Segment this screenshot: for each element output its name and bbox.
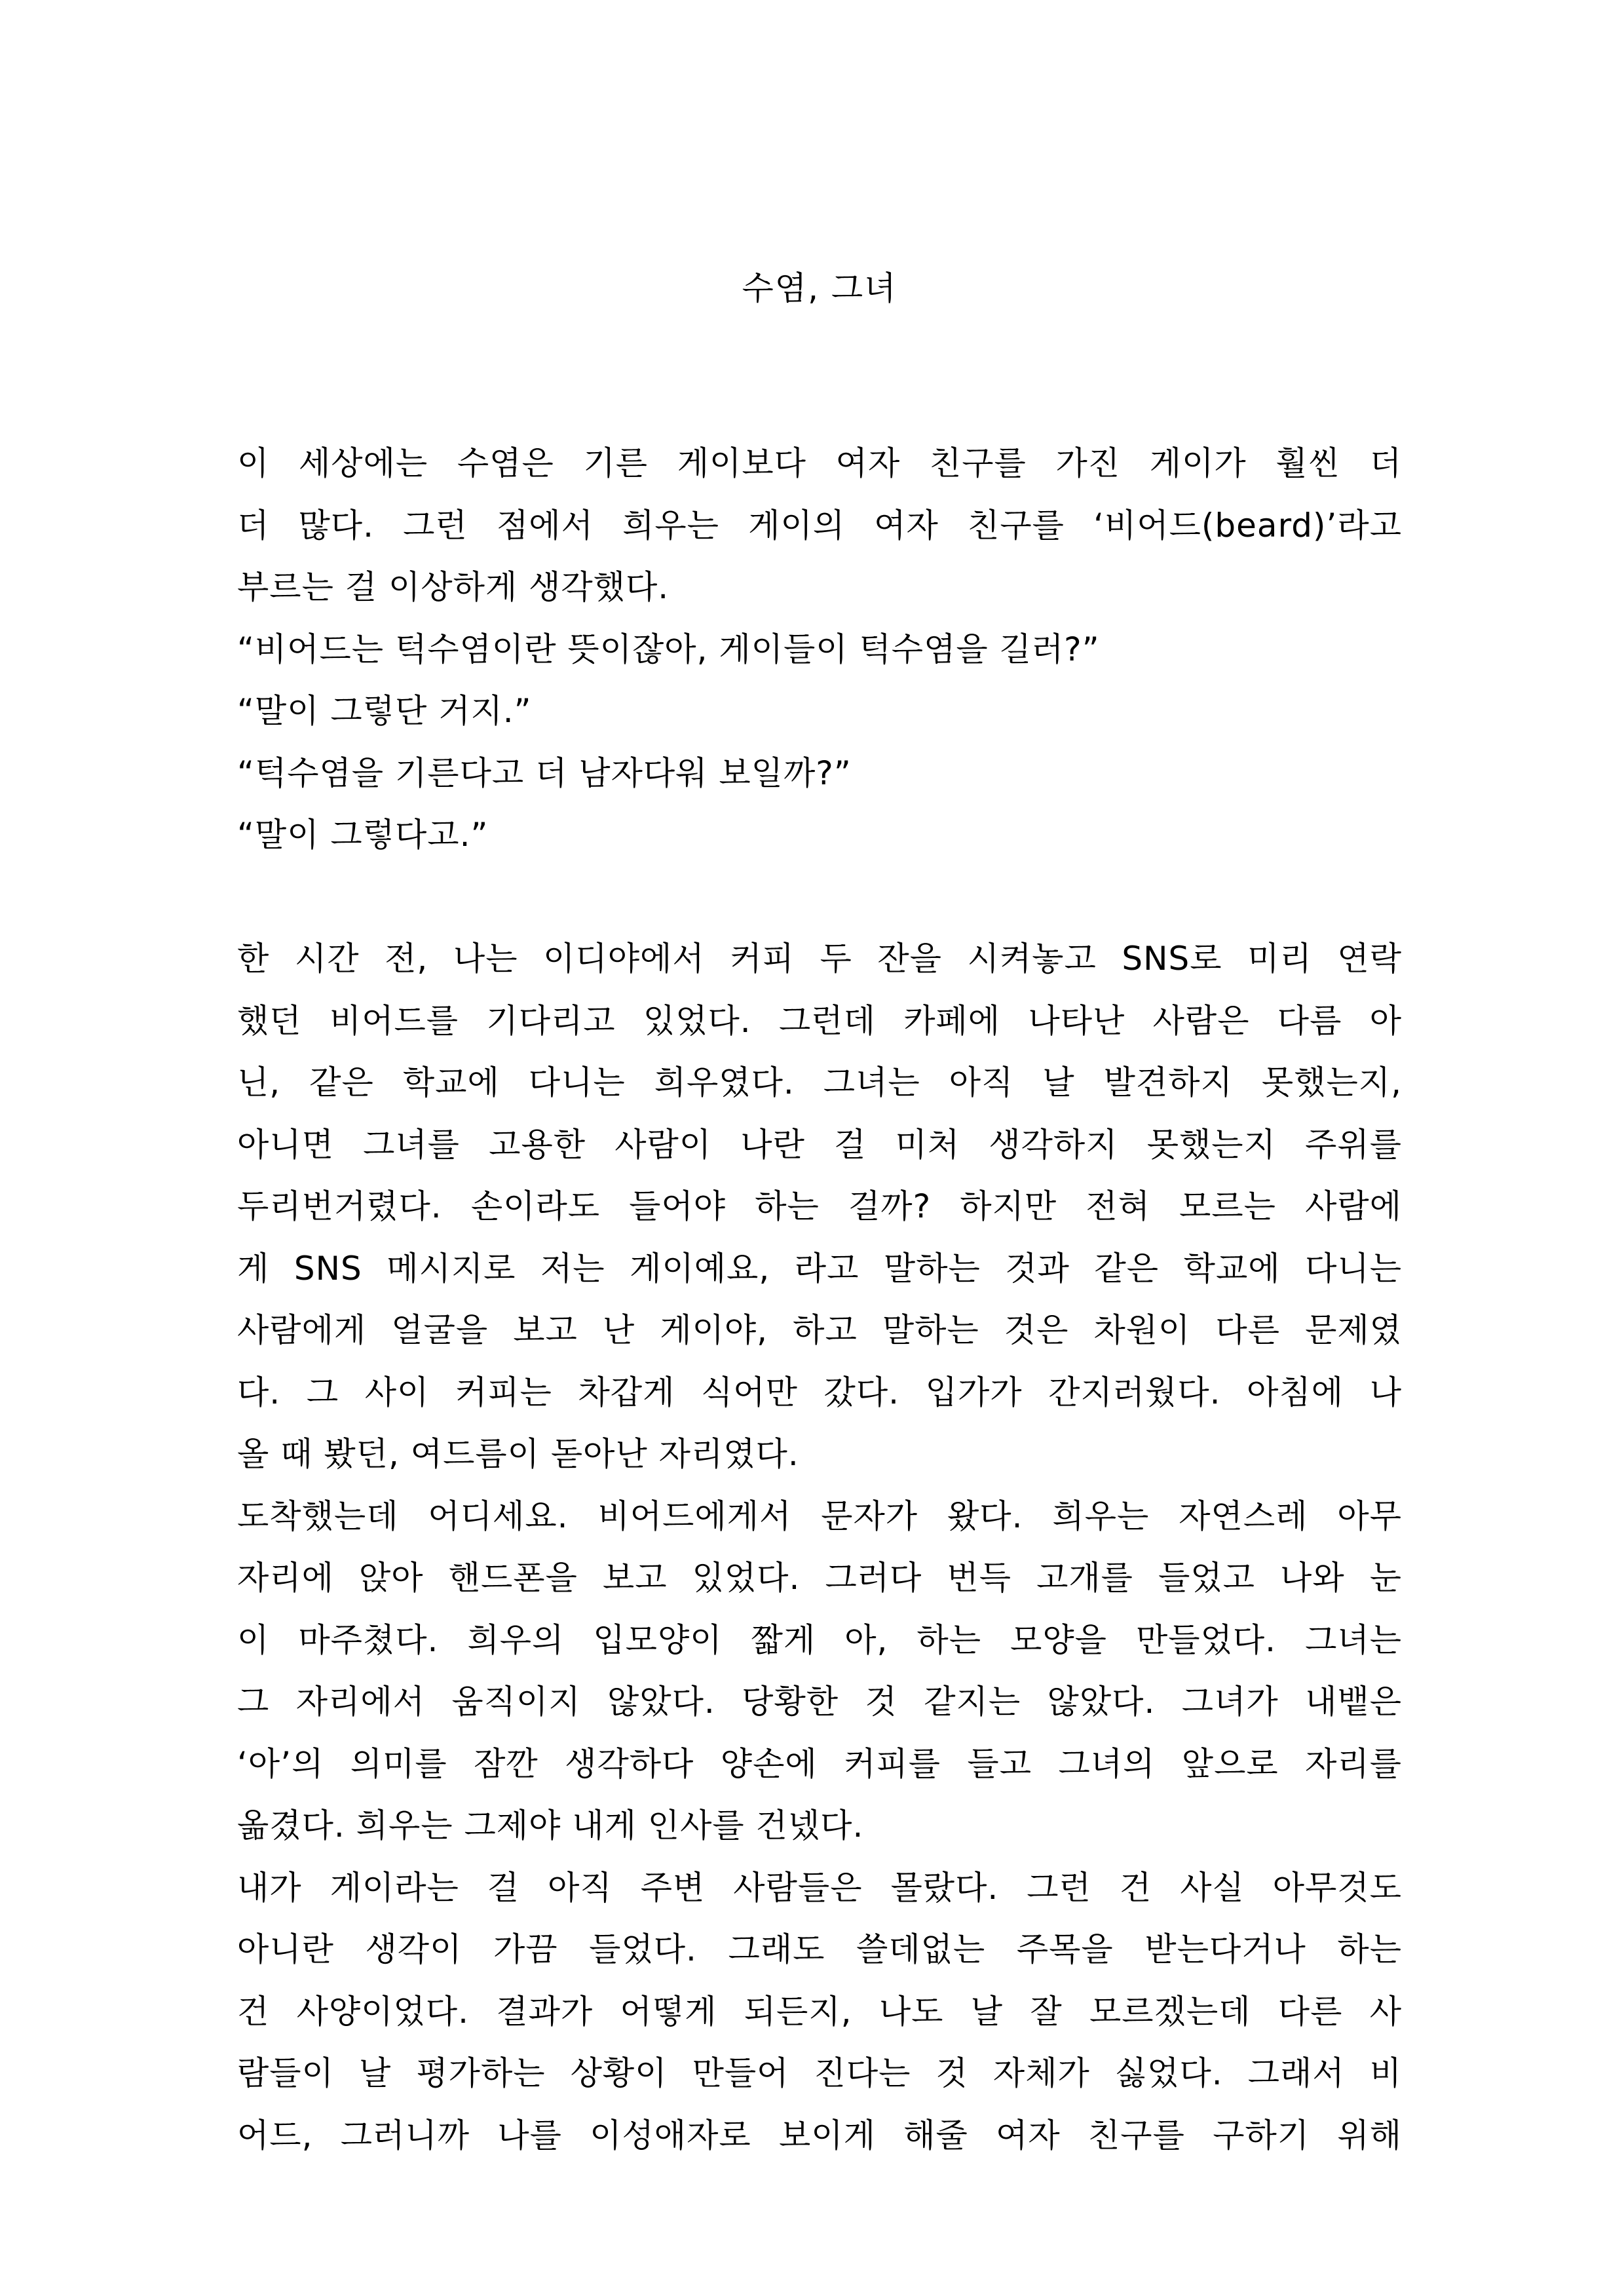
paragraph-cafe bbox=[237, 928, 1402, 1485]
text-line: 사람에게 얼굴을 보고 난 게이야, 하고 말하는 것은 차원이 다른 문제였 bbox=[237, 1311, 1402, 1349]
text-line: ‘아’의 의미를 잠깐 생각하다 양손에 커피를 들고 그녀의 앞으로 자리를 bbox=[237, 1744, 1402, 1783]
text-line: 아니란 생각이 가끔 들었다. 그래도 쓸데없는 주목을 받는다거나 하는 bbox=[237, 1930, 1402, 1968]
text-line: 이 세상에는 수염은 기른 게이보다 여자 친구를 가진 게이가 훨씬 더 bbox=[237, 444, 1402, 482]
text-line: 더 많다. 그런 점에서 희우는 게이의 여자 친구를 ‘비어드(beard)’라고 bbox=[237, 506, 1402, 545]
text-line: 그 자리에서 움직이지 않았다. 당황한 것 같지는 않았다. 그녀가 내뱉은 bbox=[237, 1683, 1402, 1721]
text-line: 옮겼다. 희우는 그제야 내게 인사를 건넸다. bbox=[237, 1807, 864, 1845]
page-title: 수염, 그녀 bbox=[742, 269, 897, 307]
paragraph-arrival bbox=[237, 1485, 1402, 1857]
dialogue-line bbox=[237, 742, 1402, 805]
text-line: “비어드는 턱수염이란 뜻이잖아, 게이들이 턱수염을 길러?” bbox=[237, 630, 1100, 668]
text-line: 한 시간 전, 나는 이디야에서 커피 두 잔을 시켜놓고 SNS로 미리 연락 bbox=[237, 940, 1402, 978]
text-line: 올 때 봤던, 여드름이 돋아난 자리였다. bbox=[237, 1435, 799, 1473]
text-line: 이 마주쳤다. 희우의 입모양이 짧게 아, 하는 모양을 만들었다. 그녀는 bbox=[237, 1620, 1402, 1659]
paragraph-spacer bbox=[237, 866, 1402, 928]
text-line: 람들이 날 평가하는 상황이 만들어 진다는 것 자체가 싫었다. 그래서 비 bbox=[237, 2054, 1402, 2092]
text-line: 자리에 앉아 핸드폰을 보고 있었다. 그러다 번득 고개를 들었고 나와 눈 bbox=[237, 1559, 1402, 1597]
text-line: 아니면 그녀를 고용한 사람이 나란 걸 미처 생각하지 못했는지 주위를 bbox=[237, 1125, 1402, 1164]
text-line: 내가 게이라는 걸 아직 주변 사람들은 몰랐다. 그런 건 사실 아무것도 bbox=[237, 1868, 1402, 1907]
paragraph-reasons bbox=[237, 1857, 1402, 2167]
dialogue-line bbox=[237, 804, 1402, 866]
dialogue-line bbox=[237, 619, 1402, 681]
text-line: 부르는 걸 이상하게 생각했다. bbox=[237, 568, 670, 606]
text-line: 어드, 그러니까 나를 이성애자로 보이게 해줄 여자 친구를 구하기 위해 bbox=[237, 2116, 1402, 2154]
text-line: “턱수염을 기른다고 더 남자다워 보일까?” bbox=[237, 754, 852, 792]
text-line: 했던 비어드를 기다리고 있었다. 그런데 카페에 나타난 사람은 다름 아 bbox=[237, 1001, 1402, 1040]
text-line: 건 사양이었다. 결과가 어떻게 되든지, 나도 날 잘 모르겠는데 다른 사 bbox=[237, 1992, 1402, 2031]
text-line: “말이 그렇다고.” bbox=[237, 816, 489, 854]
text-line: 두리번거렸다. 손이라도 들어야 하는 걸까? 하지만 전혀 모르는 사람에 bbox=[237, 1187, 1402, 1225]
text-line: 닌, 같은 학교에 다니는 희우였다. 그녀는 아직 날 발견하지 못했는지, bbox=[237, 1063, 1402, 1101]
dialogue-line bbox=[237, 680, 1402, 742]
paragraph-intro bbox=[237, 432, 1402, 619]
text-line: 도착했는데 어디세요. 비어드에게서 문자가 왔다. 희우는 자연스레 아무 bbox=[237, 1497, 1402, 1535]
text-line: 게 SNS 메시지로 저는 게이예요, 라고 말하는 것과 같은 학교에 다니는 bbox=[237, 1249, 1402, 1288]
document-body bbox=[237, 432, 1402, 2166]
text-line: “말이 그렇단 거지.” bbox=[237, 692, 532, 730]
text-line: 다. 그 사이 커피는 차갑게 식어만 갔다. 입가가 간지러웠다. 아침에 나 bbox=[237, 1373, 1402, 1411]
